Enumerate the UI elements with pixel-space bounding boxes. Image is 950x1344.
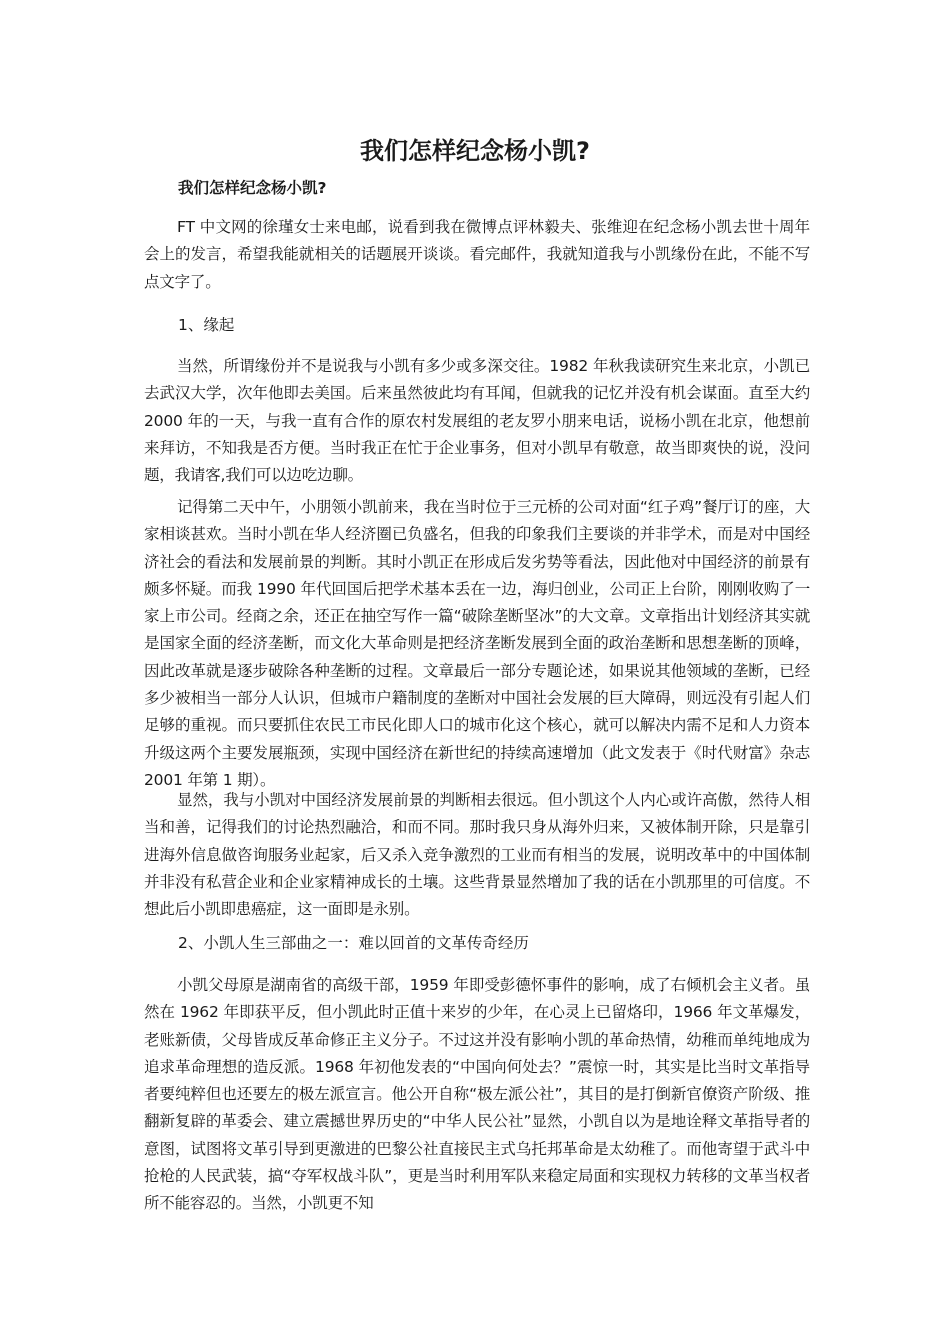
section1-paragraph-2: 记得第二天中午，小朋领小凯前来，我在当时位于三元桥的公司对面“红子鸡”餐厅订的座，大家相谈甚欢。当时小凯在华人经济圈已负盛名，但我的印象我们主要谈的并非学术，而是对中国经济社会的看法和发展前景的判断。其时小凯正在形成后发劣势等看法，因此他对中国经济的前景有颇多怀疑。而我 1990 年代回国后把学术基本丢在一边，海归创业，公司正上台阶，刚刚收购了一家上市公司。经商之余，还正在抽空写作一篇“破除垄断坚冰”的大文章。文章指出计划经济其实就是国家全面的经济垄断，而文化大革命则是把经济垄断发展到全面的政治垄断和思想垄断的顶峰，因此改革就是逐步破除各种垄断的过程。文章最后一部分专题论述，如果说其他领域的垄断，已经多少被相当一部分人认识，但城市户籍制度的垄断对中国社会发展的巨大障碍，则远没有引起人们足够的重视。而只要抓住农民工市民化即人口的城市化这个核心，就可以解决内需不足和人力资本升级这两个主要发展瓶颈，实现中国经济在新世纪的持续高速增加（此文发表于《时代财富》杂志 2001 年第 1 期）。 — [144, 498, 810, 789]
intro-paragraph: FT 中文网的徐瑾女士来电邮，说看到我在微博点评林毅夫、张维迎在纪念杨小凯去世十周年会上的发言，希望我能就相关的话题展开谈谈。看完邮件，我就知道我与小凯缘份在此，不能不写点文字了。 — [144, 218, 810, 291]
section1-paragraph-1: 当然，所谓缘份并不是说我与小凯有多少或多深交往。1982 年秋我读研究生来北京，小凯已去武汉大学，次年他即去美国。后来虽然彼此均有耳闻，但就我的记忆并没有机会谋面。直至大约 2000 年的一天，与我一直有合作的原农村发展组的老友罗小朋来电话，说杨小凯在北京，他想前来拜访，不知我是否方便。当时我正在忙于企业事务，但对小凯早有敬意，故当即爽快的说，没问题，我请客,我们可以边吃边聊。 — [144, 357, 810, 485]
section1-paragraph-3: 显然，我与小凯对中国经济发展前景的判断相去很远。但小凯这个人内心或许高傲，然待人相当和善，记得我们的讨论热烈融洽，和而不同。那时我只身从海外归来，又被体制开除，只是靠引进海外信息做咨询服务业起家，后又杀入竞争激烈的工业而有相当的发展，说明改革中的中国体制并非没有私营企业和企业家精神成长的土壤。这些背景显然增加了我的话在小凯那里的可信度。不想此后小凯即患癌症，这一面即是永别。 — [144, 791, 810, 919]
document-subtitle: 我们怎样纪念杨小凯? — [178, 179, 327, 197]
document-title: 我们怎样纪念杨小凯? — [360, 137, 590, 165]
section2-paragraph-1: 小凯父母原是湖南省的高级干部，1959 年即受彭德怀事件的影响，成了右倾机会主义者。虽然在 1962 年即获平反，但小凯此时正值十来岁的少年，在心灵上已留烙印，1966 年文革爆发，老账新债，父母皆成反革命修正主义分子。不过这并没有影响小凯的革命热情，幼稚而单纯地成为追求革命理想的造反派。1968 年初他发表的“中国向何处去？”震惊一时，其实是比当时文革指导者要纯粹但也还要左的极左派宣言。他公开自称“极左派公社”，其目的是打倒新官僚资产阶级、推翻新复辟的革委会、建立震撼世界历史的“中华人民公社”显然，小凯自以为是地诠释文革指导者的意图，试图将文革引导到更激进的巴黎公社直接民主式乌托邦革命是太幼稚了。而他寄望于武斗中抢枪的人民武装，搞“夺军权战斗队”，更是当时利用军队来稳定局面和实现权力转移的文革当权者所不能容忍的。当然，小凯更不知 — [144, 976, 810, 1213]
section-heading-1: 1、缘起 — [178, 316, 235, 334]
section-heading-2: 2、小凯人生三部曲之一：难以回首的文革传奇经历 — [178, 934, 529, 952]
